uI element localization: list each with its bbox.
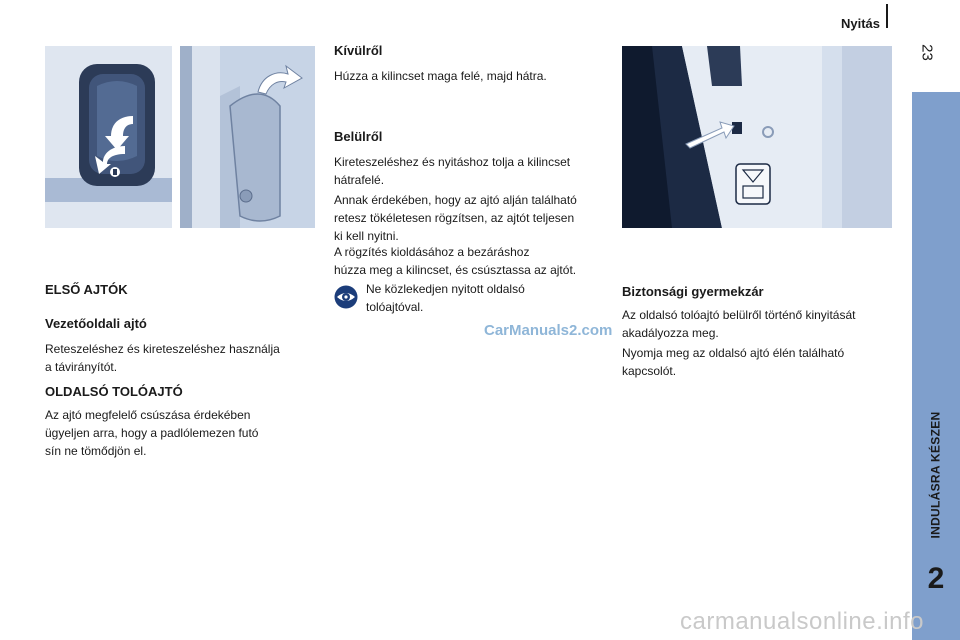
eye-icon — [334, 285, 358, 309]
sliding-door-text-3: sín ne tömődjön el. — [45, 444, 147, 458]
chapter-tab-label: INDULÁSRA KÉSZEN — [929, 411, 943, 539]
inside-title: Belülről — [334, 129, 383, 144]
child-lock-text-1: Az oldalsó tolóajtó belülről történő kinyitását — [622, 308, 856, 322]
outside-text: Húzza a kilincset maga felé, majd hátra. — [334, 69, 547, 83]
exterior-handle-figure — [45, 46, 172, 228]
chapter-side-tab — [912, 92, 960, 640]
inside-text-1a: Kireteszeléshez és nyitáshoz tolja a kilincset — [334, 155, 571, 169]
watermark-carmanuals2: CarManuals2.com — [484, 322, 613, 339]
warning-text-1: Ne közlekedjen nyitott oldalsó — [366, 282, 525, 296]
child-lock-title: Biztonsági gyermekzár — [622, 284, 764, 299]
outside-title: Kívülről — [334, 43, 383, 58]
child-lock-text-2: akadályozza meg. — [622, 326, 719, 340]
inside-text-2a: Annak érdekében, hogy az ajtó alján található — [334, 193, 577, 207]
chapter-tab-label-wrap — [920, 400, 952, 550]
front-doors-title: ELSŐ AJTÓK — [45, 282, 128, 297]
child-lock-text-3: Nyomja meg az oldalsó ajtó élén található — [622, 346, 845, 360]
child-lock-figure — [622, 46, 892, 228]
inside-text-2b: retesz tökéletesen rögzítsen, az ajtót teljesen — [334, 211, 575, 225]
inside-text-2c: ki kell nyitni. — [334, 229, 399, 243]
inside-text-3a: A rögzítés kioldásához a bezáráshoz — [334, 245, 530, 259]
sliding-door-title: OLDALSÓ TOLÓAJTÓ — [45, 384, 183, 399]
chapter-number: 2 — [927, 562, 945, 595]
interior-handle-figure — [180, 46, 315, 228]
driver-door-text-2: a távirányítót. — [45, 360, 118, 374]
header-divider — [886, 4, 888, 28]
sliding-door-text-1: Az ajtó megfelelő csúszása érdekében — [45, 408, 251, 422]
driver-door-text-1: Reteszeléshez és kireteszeléshez használja — [45, 342, 280, 356]
warning-text-2: tolóajtóval. — [366, 300, 424, 314]
header-title: Nyitás — [840, 16, 880, 31]
driver-door-title: Vezetőoldali ajtó — [45, 316, 147, 331]
child-lock-text-4: kapcsolót. — [622, 364, 677, 378]
watermark-carmanualsonline: carmanualsonline.info — [680, 608, 924, 635]
inside-text-1b: hátrafelé. — [334, 173, 385, 187]
sliding-door-text-2: ügyeljen arra, hogy a padlólemezen futó — [45, 426, 259, 440]
page-number: 23 — [918, 44, 936, 61]
inside-text-3b: húzza meg a kilincset, és csúsztassa az ajtót. — [334, 263, 577, 277]
